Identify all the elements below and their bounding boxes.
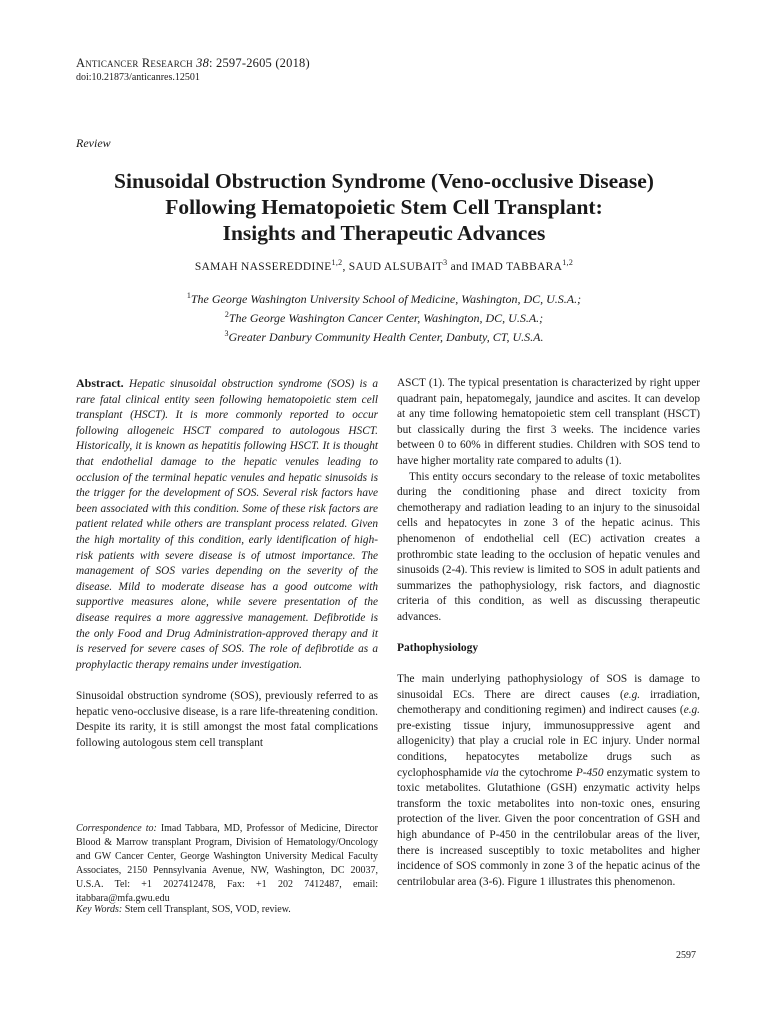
affiliation-text: The George Washington Cancer Center, Washington, DC, U.S.A.; [228,311,544,325]
title-line-1: Sinusoidal Obstruction Syndrome (Veno-occlusive Disease) [114,169,654,193]
body-paragraph [397,672,700,890]
correspondence-text: Imad Tabbara, MD, Professor of Medicine, Director Blood & Marrow transplant Program, Division of Hematology/Oncology and GW Cancer Center, George Washington University Medical Faculty Associates, 2150 Pennsylvania Avenue, NW, Washington, DC 20037, U.S.A. Tel: +1 2027412478, Fax: +1 202 7412487, email: itabbara@mfa.gwu.edu [76,823,378,904]
author-separator: and [447,260,472,273]
journal-volume: 38 [196,56,210,70]
text-run: enzymatic system to toxic metabolites. Glutathione (GSH) enzymatic activity helps transform the toxic metabolites into non-toxic ones, ensuring protection of the liver. Given the poor concentration of GSH and high abundance of P-450 in the centrilobular areas of the liver, there is increased susceptibly to toxic metabolites and higher incidence of SOS commonly in zone 3 of the hepatic acinus of the centrilobular area (3-6). Figure 1 illustrates this phenomenon. [397,766,700,888]
page-number: 2597 [676,950,696,961]
correspondence-label: Correspondence to: [76,823,157,834]
author-name: SAUD ALSUBAIT [348,260,444,273]
article-title [60,168,708,246]
affiliation [60,326,708,345]
abstract [76,376,378,673]
keywords-label: Key Words: [76,904,123,915]
journal-name: Anticancer Research [76,56,193,70]
title-line-2: Following Hematopoietic Stem Cell Transplant: [165,195,603,219]
affiliation-number: 1 [186,291,191,300]
text-run-italic: e.g. [623,688,641,701]
author-affiliation-mark: 1,2 [562,258,574,267]
keywords [76,904,378,915]
section-heading-pathophysiology: Pathophysiology [397,641,479,654]
body-paragraph: ASCT (1). The typical presentation is characterized by right upper quadrant pain, hepatomegaly, jaundice and ascites. It can develop at any time following hematopoietic stem cell transplant (HSCT) but classically during the first 3 weeks. The incidence varies between 0 to 60% in different studies. Children with SOS tend to have higher mortality rate compared to adults (1). [397,377,700,467]
body-paragraph: This entity occurs secondary to the release of toxic metabolites during the conditioning phase and direct toxicity from chemotherapy and radiation leading to an injury to the sinusoidal cells and hepatocytes in zone 3 of the hepatic acinus. This phenomenon of endothelial cell (EC) activation creates a prothrombic state leading to the occlusion of hepatic venules and sinusoids (2-4). This review is limited to SOS in adult patients and summarizes the pathophysiology, risk factors, and diagnostic criteria of this condition, as well as discussing therapeutic advances. [397,470,700,623]
text-run-italic: e.g. [683,704,700,717]
affiliation [60,307,708,326]
author-name: IMAD TABBARA [471,260,563,273]
author-separator: , [342,260,349,273]
doi[interactable]: doi:10.21873/anticanres.12501 [76,72,200,83]
author-name: SAMAH NASSEREDDINE [194,260,332,273]
intro-paragraph: Sinusoidal obstruction syndrome (SOS), previously referred to as hepatic veno-occlusive disease, is a rare life-threatening condition. Despite its rarity, it is still amongst the most fatal complications following autologous stem cell transplant [76,690,378,750]
author-list [60,258,708,273]
correspondence-note [76,822,378,906]
author-affiliation-mark: 1,2 [331,258,343,267]
affiliation-list [60,288,708,345]
right-column [397,376,700,890]
affiliation-number: 2 [224,310,229,319]
affiliation-text: The George Washington University School of Medicine, Washington, DC, U.S.A.; [190,292,582,306]
text-run: The main underlying pathophysiology of SOS is damage to sinusoidal ECs. There are direct causes ( [397,673,700,701]
text-run: the cytochrome [498,766,576,779]
text-run-italic: P-450 [575,766,604,779]
text-run-italic: via [485,766,499,779]
journal-pages: : 2597-2605 (2018) [209,56,310,70]
keywords-text: Stem cell Transplant, SOS, VOD, review. [124,904,291,915]
affiliation-text: Greater Danbury Community Health Center, Danbuty, CT, U.S.A. [228,330,544,344]
text-run: irradiation, chemotherapy and conditioning regimen) and indirect causes ( [397,688,701,717]
journal-citation [76,56,310,71]
abstract-label: Abstract. [76,376,124,390]
title-line-3: Insights and Therapeutic Advances [222,221,546,245]
author-affiliation-mark: 3 [443,258,448,267]
article-type: Review [76,136,111,150]
abstract-text: Hepatic sinusoidal obstruction syndrome (SOS) is a rare fatal clinical entity seen following hematopoietic stem cell transplant (HSCT). It is more commonly reported to occur following allogeneic HSCT compared to autologous HSCT. Historically, it is known as hepatitis following HSCT. It is thought that endothelial damage to the hepatic venules leading to occlusion of the terminal hepatic venules and hepatic sinusoids is the trigger for the development of SOS. Several risk factors have been associated with this condition. Some of these risk factors are patient related while others are transplant process related. Given the high mortality of this condition, early identification of high-risk patients with severe disease is of utmost importance. The management of SOS varies depending on the severity of the disease. Mild to moderate disease has a good outcome with supportive measures alone, while severe presentation of the disease requires a more aggressive management. Defibrotide is the only Food and Drug Administration-approved therapy and it is reserved for severe cases of SOS. The role of defibrotide as a prophylactic therapy remains under investigation. [76,378,379,671]
affiliation [60,288,708,307]
text-run: pre-existing tissue injury, immunosuppressive agent and allogenicity) that play a crucial role in EC injury. Under normal conditions, hepatocytes metabolize drugs such as cyclophosphamide [397,719,700,779]
left-column [76,376,378,752]
affiliation-number: 3 [224,329,229,338]
